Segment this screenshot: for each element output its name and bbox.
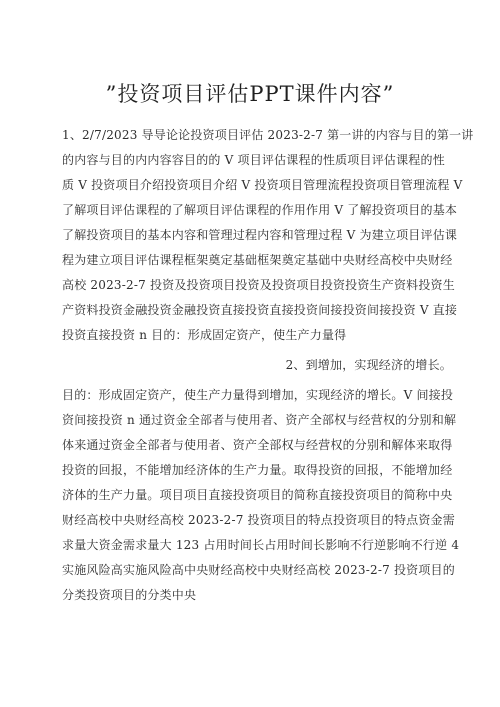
text-line: 目的：形成固定资产，使生产力量得到增加，实现经济的增长。V 间接投 [62, 388, 454, 402]
text-line: 财经高校中央财经高校 2023-2-7 投资项目的特点投资项目的特点资金需 [62, 513, 455, 527]
text-line-right-aligned: 2、到增加，实现经济的增长。 [285, 358, 452, 372]
text-line: 求量大资金需求量大 123 占用时间长占用时间长影响不行逆影响不行逆 4 [62, 538, 460, 552]
text-line: 投资的回报，不能增加经济体的生产力量。取得投资的回报，不能增加经 [62, 463, 453, 477]
text-line: 资间接投资 n 通过资金全部者与使用者、资产全部权与经营权的分别和解 [62, 413, 457, 427]
text-line: 济体的生产力量。项目项目直接投资项目的简称直接投资项目的简称中央 [62, 488, 453, 502]
text-line: 1、2/7/2023 导导论论投资项目评估 2023-2-7 第一讲的内容与目的第一讲 [62, 128, 474, 142]
text-line: 体来通过资金全部者与使用者、资产全部权与经营权的分别和解体来取得 [62, 438, 453, 452]
text-line: 了解项目评估课程的了解项目评估课程的作用作用 V 了解投资项目的基本 [62, 203, 458, 217]
text-line: 程为建立项目评估课程框架奠定基础框架奠定基础中央财经高校中央财经 [62, 253, 453, 267]
text-line: 了解投资项目的基本内容和管理过程内容和管理过程 V 为建立项目评估课 [62, 228, 458, 242]
text-line: 实施风险高实施风险高中央财经高校中央财经高校 2023-2-7 投资项目的 [62, 563, 455, 577]
text-line: 产资料投资金融投资金融投资直接投资直接投资间接投资间接投资 V 直接 [62, 303, 458, 317]
text-line: 的内容与目的内内容容目的的 V 项目评估课程的性质项目评估课程的性 [62, 153, 445, 167]
text-line: 分类投资项目的分类中央 [62, 588, 197, 602]
text-line: 高校 2023-2-7 投资及投资项目投资及投资项目投资投资生产资料投资生 [62, 278, 455, 292]
document-title: ”投资项目评估PPT课件内容” [105, 82, 395, 106]
text-line: 投资直接投资 n 目的：形成固定资产，使生产力量得 [62, 328, 347, 342]
text-line: 质 V 投资项目介绍投资项目介绍 V 投资项目管理流程投资项目管理流程 V [62, 178, 463, 192]
